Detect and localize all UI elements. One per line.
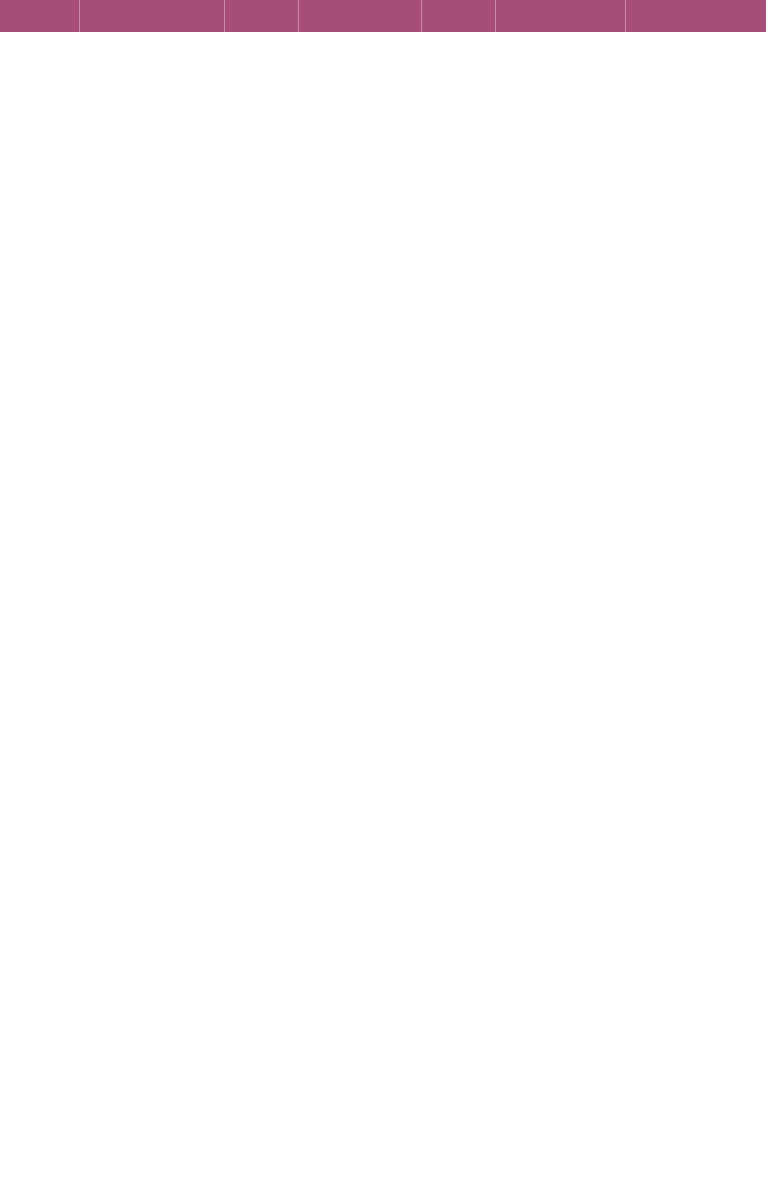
header-publication-en [626,0,766,1]
header-status [496,0,626,32]
header-status-en [496,0,625,1]
header-deposit [422,0,496,32]
header-name [80,0,225,32]
header-booking-type [299,0,422,32]
header-name-en [80,0,224,1]
header-month-en [0,0,79,1]
header-booking-type-en [299,0,421,1]
header-month [0,0,80,32]
header-publication [626,0,766,32]
header-contact-en [225,0,298,1]
header-row [0,0,766,32]
header-deposit-en [422,0,495,1]
header-contact [225,0,299,32]
